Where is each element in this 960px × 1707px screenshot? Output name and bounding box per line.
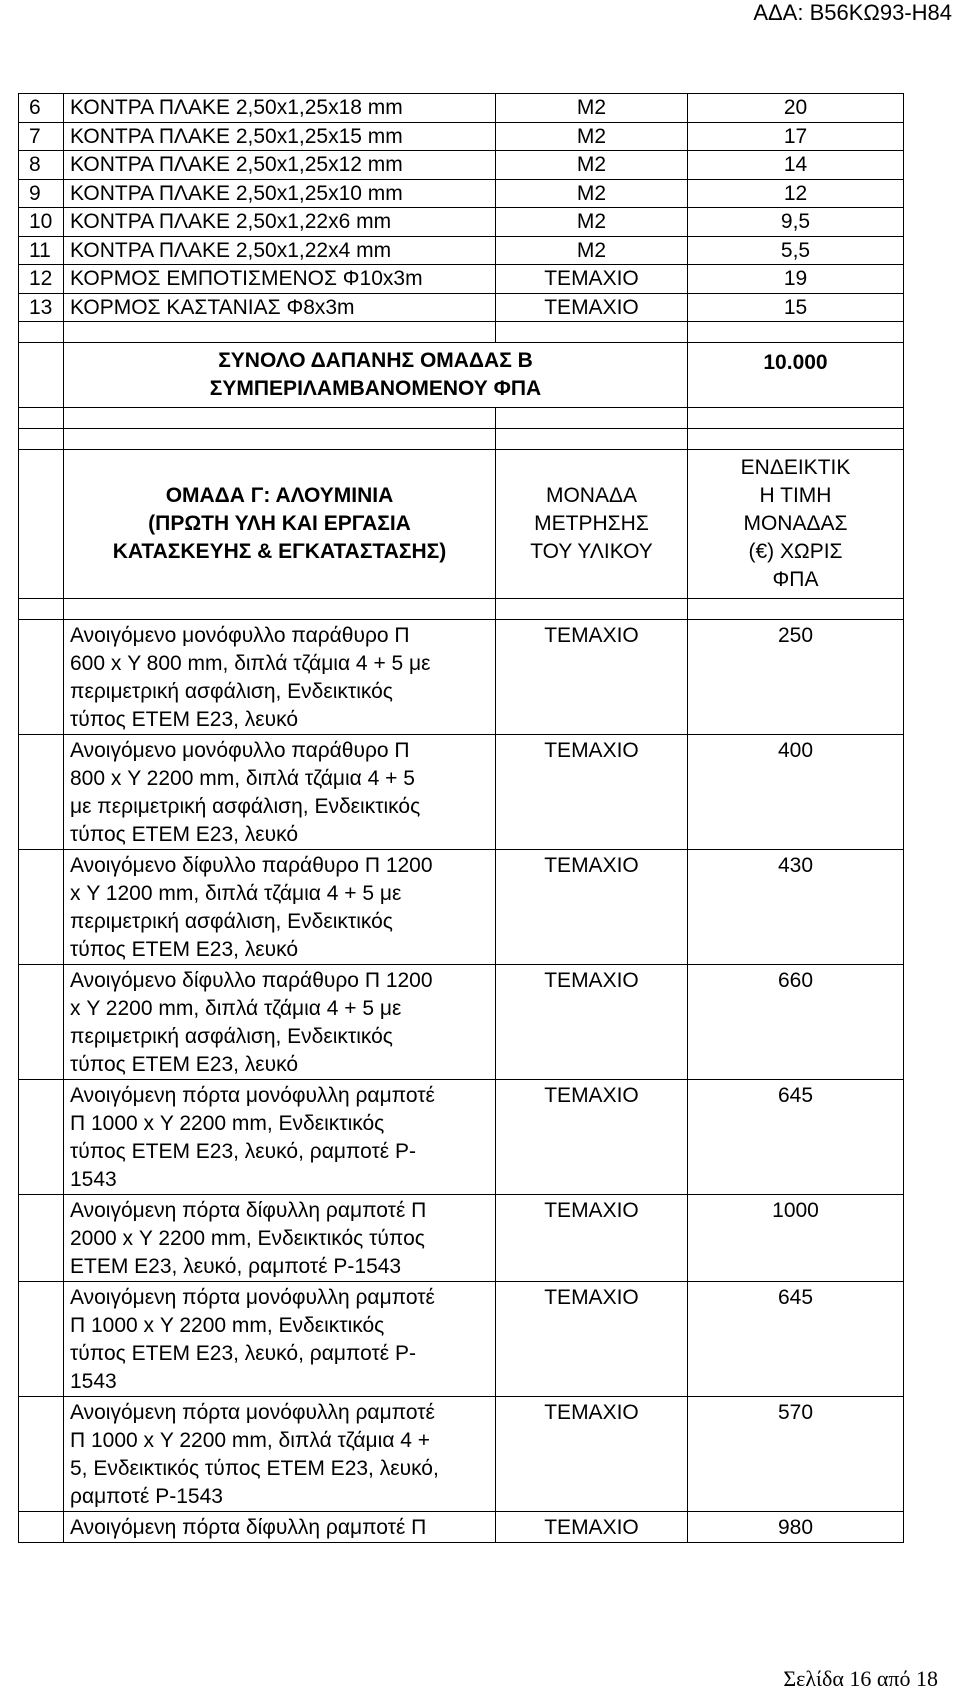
item-unit: ΤΕΜΑΧΙΟ xyxy=(496,1080,688,1195)
table-row xyxy=(19,1282,904,1397)
item-description: ΚΟΝΤΡΑ ΠΛΑΚΕ 2,50x1,25x12 mm xyxy=(64,151,496,180)
item-description: ΚΟΝΤΡΑ ΠΛΑΚΕ 2,50x1,22x6 mm xyxy=(64,208,496,237)
unit-header-line: ΜΟΝΑΔΑ xyxy=(545,484,638,507)
item-unit: ΤΕΜΑΧΙΟ xyxy=(496,1282,688,1397)
item-unit: ΤΕΜΑΧΙΟ xyxy=(496,1512,688,1543)
item-unit: ΤΕΜΑΧΙΟ xyxy=(496,293,688,322)
empty-cell xyxy=(19,1282,64,1397)
description-line: 800 x Υ 2200 mm, διπλά τζάμια 4 + 5 xyxy=(70,767,415,790)
item-description xyxy=(64,735,496,850)
item-description xyxy=(64,1282,496,1397)
item-number: 6 xyxy=(19,94,64,123)
item-unit: ΤΕΜΑΧΙΟ xyxy=(496,265,688,294)
price-table xyxy=(18,93,904,1543)
unit-column-header xyxy=(496,450,688,599)
unit-header-line: ΤΟΥ ΥΛΙΚΟΥ xyxy=(530,540,653,563)
description-line: Ανοιγόμενο μονόφυλλο παράθυρο Π xyxy=(70,739,410,762)
page-number: Σελίδα 16 από 18 xyxy=(783,1666,938,1691)
empty-cell xyxy=(19,1512,64,1543)
total-label xyxy=(64,343,688,408)
empty-row xyxy=(19,322,904,343)
item-price: 660 xyxy=(688,965,904,1080)
item-description xyxy=(64,1512,496,1543)
empty-cell xyxy=(688,599,904,620)
empty-cell xyxy=(19,343,64,408)
item-price: 15 xyxy=(688,293,904,322)
empty-cell xyxy=(19,850,64,965)
description-line: Ανοιγόμενο δίφυλλο παράθυρο Π 1200 xyxy=(70,969,433,992)
description-line: Π 1000 x Υ 2200 mm, διπλά τζάμια 4 + xyxy=(70,1429,431,1452)
item-price: 1000 xyxy=(688,1195,904,1282)
group-title xyxy=(64,450,496,599)
description-line: x Υ 1200 mm, διπλά τζάμια 4 + 5 με xyxy=(70,882,402,905)
table-row xyxy=(19,208,904,237)
table-row xyxy=(19,179,904,208)
item-unit: M2 xyxy=(496,236,688,265)
empty-cell xyxy=(19,735,64,850)
total-label-line: ΣΥΜΠΕΡΙΛΑΜΒΑΝΟΜΕΝΟΥ ΦΠΑ xyxy=(209,377,542,400)
table-row xyxy=(19,293,904,322)
description-line: 600 x Υ 800 mm, διπλά τζάμια 4 + 5 με xyxy=(70,652,431,675)
total-row xyxy=(19,343,904,408)
empty-cell xyxy=(19,1397,64,1512)
unit-header-line: ΜΕΤΡΗΣΗΣ xyxy=(534,512,649,535)
item-description: ΚΟΝΤΡΑ ΠΛΑΚΕ 2,50x1,22x4 mm xyxy=(64,236,496,265)
table-row xyxy=(19,850,904,965)
empty-cell xyxy=(496,429,688,450)
description-line: Ανοιγόμενο μονόφυλλο παράθυρο Π xyxy=(70,624,410,647)
description-line: Ανοιγόμενο δίφυλλο παράθυρο Π 1200 xyxy=(70,854,433,877)
item-unit: M2 xyxy=(496,94,688,123)
price-header-line: ΜΟΝΑΔΑΣ xyxy=(743,512,848,535)
description-line: ΕΤΕΜ Ε23, λευκό, ραμποτέ Ρ-1543 xyxy=(70,1255,402,1278)
group-title-line: (ΠΡΩΤΗ ΥΛΗ ΚΑΙ ΕΡΓΑΣΙΑ xyxy=(148,512,411,535)
item-number: 13 xyxy=(19,293,64,322)
table-row xyxy=(19,122,904,151)
item-description: ΚΟΝΤΡΑ ΠΛΑΚΕ 2,50x1,25x15 mm xyxy=(64,122,496,151)
empty-row xyxy=(19,599,904,620)
item-unit: ΤΕΜΑΧΙΟ xyxy=(496,850,688,965)
empty-row xyxy=(19,429,904,450)
item-unit: ΤΕΜΑΧΙΟ xyxy=(496,965,688,1080)
empty-cell xyxy=(496,322,688,343)
item-price: 250 xyxy=(688,620,904,735)
item-price: 430 xyxy=(688,850,904,965)
item-description xyxy=(64,1195,496,1282)
table-row xyxy=(19,1397,904,1512)
ada-code: ΑΔΑ: Β56ΚΩ93-Η84 xyxy=(753,0,952,25)
table-row xyxy=(19,94,904,123)
empty-cell xyxy=(64,599,496,620)
empty-cell xyxy=(19,599,64,620)
item-price: 980 xyxy=(688,1512,904,1543)
item-number: 9 xyxy=(19,179,64,208)
empty-cell xyxy=(64,408,496,429)
item-unit: M2 xyxy=(496,179,688,208)
description-line: Ανοιγόμενη πόρτα μονόφυλλη ραμποτέ xyxy=(70,1401,435,1424)
price-header-line: (€) ΧΩΡΙΣ xyxy=(748,540,843,563)
table-row xyxy=(19,151,904,180)
item-description: ΚΟΡΜΟΣ ΚΑΣΤΑΝΙΑΣ Φ8x3m xyxy=(64,293,496,322)
description-line: Ανοιγόμενη πόρτα μονόφυλλη ραμποτέ xyxy=(70,1084,435,1107)
price-column-header xyxy=(688,450,904,599)
description-line: 1543 xyxy=(70,1370,117,1393)
table-row xyxy=(19,1512,904,1543)
description-line: τύπος ΕΤΕΜ Ε23, λευκό xyxy=(70,823,299,846)
item-price: 645 xyxy=(688,1282,904,1397)
description-line: τύπος ΕΤΕΜ Ε23, λευκό, ραμποτέ Ρ- xyxy=(70,1140,416,1163)
item-description: ΚΟΝΤΡΑ ΠΛΑΚΕ 2,50x1,25x18 mm xyxy=(64,94,496,123)
description-line: τύπος ΕΤΕΜ Ε23, λευκό xyxy=(70,1053,299,1076)
empty-cell xyxy=(688,429,904,450)
empty-cell xyxy=(19,429,64,450)
table-row xyxy=(19,1195,904,1282)
description-line: x Υ 2200 mm, διπλά τζάμια 4 + 5 με xyxy=(70,997,402,1020)
description-line: περιμετρική ασφάλιση, Ενδεικτικός xyxy=(70,910,393,933)
item-number: 10 xyxy=(19,208,64,237)
description-line: Π 1000 x Υ 2200 mm, Ενδεικτικός xyxy=(70,1112,385,1135)
item-price: 5,5 xyxy=(688,236,904,265)
item-price: 19 xyxy=(688,265,904,294)
item-price: 400 xyxy=(688,735,904,850)
item-description xyxy=(64,850,496,965)
empty-cell xyxy=(19,620,64,735)
item-price: 645 xyxy=(688,1080,904,1195)
description-line: με περιμετρική ασφάλιση, Ενδεικτικός xyxy=(70,795,421,818)
total-label-line: ΣΥΝΟΛΟ ΔΑΠΑΝΗΣ ΟΜΑΔΑΣ Β xyxy=(218,349,533,372)
item-description xyxy=(64,1080,496,1195)
empty-cell xyxy=(19,450,64,599)
description-line: τύπος ΕΤΕΜ Ε23, λευκό xyxy=(70,938,299,961)
price-header-line: ΕΝΔΕΙΚΤΙΚ xyxy=(740,456,851,479)
item-unit: ΤΕΜΑΧΙΟ xyxy=(496,620,688,735)
description-line: τύπος ΕΤΕΜ Ε23, λευκό, ραμποτέ Ρ- xyxy=(70,1342,416,1365)
price-header-line: ΦΠΑ xyxy=(772,568,819,591)
item-unit: M2 xyxy=(496,122,688,151)
description-line: ραμποτέ Ρ-1543 xyxy=(70,1485,223,1508)
item-description xyxy=(64,1397,496,1512)
empty-cell xyxy=(688,322,904,343)
group-header-row xyxy=(19,450,904,599)
description-line: περιμετρική ασφάλιση, Ενδεικτικός xyxy=(70,1025,393,1048)
empty-cell xyxy=(64,322,496,343)
table-row xyxy=(19,236,904,265)
item-unit: M2 xyxy=(496,151,688,180)
empty-cell xyxy=(19,408,64,429)
description-line: Ανοιγόμενη πόρτα δίφυλλη ραμποτέ Π xyxy=(70,1516,427,1539)
item-price: 9,5 xyxy=(688,208,904,237)
item-number: 12 xyxy=(19,265,64,294)
item-unit: ΤΕΜΑΧΙΟ xyxy=(496,1397,688,1512)
description-line: τύπος ΕΤΕΜ Ε23, λευκό xyxy=(70,708,299,731)
table-row xyxy=(19,620,904,735)
item-number: 8 xyxy=(19,151,64,180)
description-line: 5, Ενδεικτικός τύπος ΕΤΕΜ Ε23, λευκό, xyxy=(70,1457,439,1480)
item-price: 20 xyxy=(688,94,904,123)
item-description: ΚΟΡΜΟΣ ΕΜΠΟΤΙΣΜΕΝΟΣ Φ10x3m xyxy=(64,265,496,294)
item-description xyxy=(64,620,496,735)
table-row xyxy=(19,1080,904,1195)
price-header-line: Η ΤΙΜΗ xyxy=(759,484,832,507)
item-unit: ΤΕΜΑΧΙΟ xyxy=(496,1195,688,1282)
table-row xyxy=(19,965,904,1080)
description-line: Π 1000 x Υ 2200 mm, Ενδεικτικός xyxy=(70,1314,385,1337)
empty-cell xyxy=(64,429,496,450)
description-line: 2000 x Υ 2200 mm, Ενδεικτικός τύπος xyxy=(70,1227,425,1250)
price-table-body xyxy=(19,94,904,1543)
description-line: 1543 xyxy=(70,1168,117,1191)
group-title-line: ΟΜΑΔΑ Γ: ΑΛΟΥΜΙΝΙΑ xyxy=(165,484,394,507)
item-unit: ΤΕΜΑΧΙΟ xyxy=(496,735,688,850)
empty-cell xyxy=(496,408,688,429)
empty-row xyxy=(19,408,904,429)
item-price: 14 xyxy=(688,151,904,180)
table-row xyxy=(19,735,904,850)
group-title-line: ΚΑΤΑΣΚΕΥΗΣ & ΕΓΚΑΤΑΣΤΑΣΗΣ) xyxy=(112,540,447,563)
table-row xyxy=(19,265,904,294)
item-price: 17 xyxy=(688,122,904,151)
empty-cell xyxy=(688,408,904,429)
empty-cell xyxy=(19,1195,64,1282)
item-number: 11 xyxy=(19,236,64,265)
total-value: 10.000 xyxy=(688,343,904,408)
item-number: 7 xyxy=(19,122,64,151)
empty-cell xyxy=(496,599,688,620)
item-unit: M2 xyxy=(496,208,688,237)
empty-cell xyxy=(19,1080,64,1195)
empty-cell xyxy=(19,322,64,343)
description-line: Ανοιγόμενη πόρτα μονόφυλλη ραμποτέ xyxy=(70,1286,435,1309)
item-price: 12 xyxy=(688,179,904,208)
item-description: ΚΟΝΤΡΑ ΠΛΑΚΕ 2,50x1,25x10 mm xyxy=(64,179,496,208)
description-line: περιμετρική ασφάλιση, Ενδεικτικός xyxy=(70,680,393,703)
empty-cell xyxy=(19,965,64,1080)
item-description xyxy=(64,965,496,1080)
item-price: 570 xyxy=(688,1397,904,1512)
description-line: Ανοιγόμενη πόρτα δίφυλλη ραμποτέ Π xyxy=(70,1199,427,1222)
